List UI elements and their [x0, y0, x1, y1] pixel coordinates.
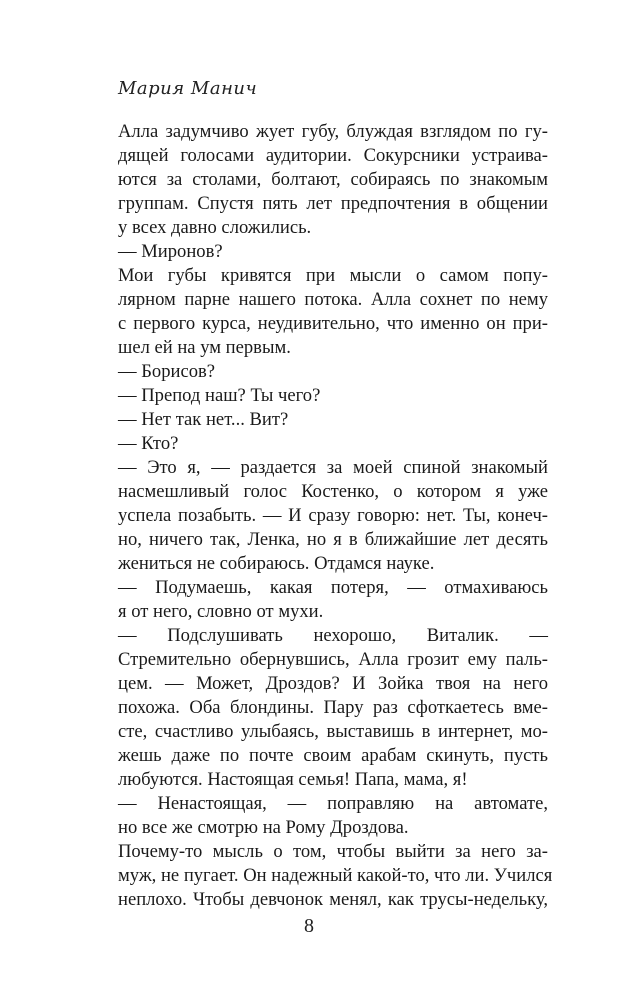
- text-line: — Препод наш? Ты чего?: [118, 385, 321, 406]
- text-line: у всех давно сложились.: [118, 217, 312, 238]
- text-line: шел ей на ум первым.: [118, 337, 291, 358]
- text-line: — Подумаешь, какая потеря, — отмахиваюсь: [118, 577, 548, 598]
- text-line: цем. — Может, Дроздов? И Зойка твоя на него: [118, 673, 548, 694]
- text-line: — Борисов?: [118, 361, 216, 382]
- text-line: сте, счастливо улыбаясь, выставишь в интернет, мо-: [118, 721, 548, 742]
- page-number: 8: [304, 915, 314, 937]
- text-line: насмешливый голос Костенко, о котором я уже: [118, 481, 548, 502]
- text-line: жешь даже по почте своим арабам скинуть, пусть: [118, 745, 548, 766]
- text-line: — Нет так нет... Вит?: [118, 409, 289, 430]
- text-line: любуются. Настоящая семья! Папа, мама, я!: [118, 769, 468, 790]
- text-line: — Это я, — раздается за моей спиной знакомый: [118, 457, 548, 478]
- text-line: — Подслушивать нехорошо, Виталик. —: [118, 625, 548, 646]
- text-line: Почему-то мысль о том, чтобы выйти за него за-: [118, 841, 548, 862]
- text-line: дящей голосами аудитории. Сокурсники устраива-: [118, 145, 548, 166]
- text-line: ются за столами, болтают, собираясь по знакомым: [118, 169, 548, 190]
- text-line: но все же смотрю на Рому Дроздова.: [118, 817, 409, 838]
- text-line: но, ничего так, Ленка, но я в ближайшие лет десять: [118, 529, 548, 550]
- text-line: неплохо. Чтобы девчонок менял, как трусы-недельку,: [118, 889, 548, 910]
- text-line: с первого курса, неудивительно, что именно он при-: [118, 313, 548, 334]
- text-line: группам. Спустя пять лет предпочтения в общении: [118, 193, 548, 214]
- text-line: лярном парне нашего потока. Алла сохнет по нему: [118, 289, 548, 310]
- text-line: муж, не пугает. Он надежный какой-то, что ли. Учился: [118, 865, 553, 886]
- running-head-author: Мария Манич: [118, 78, 258, 99]
- text-line: — Кто?: [118, 433, 179, 454]
- text-line: Алла задумчиво жует губу, блуждая взглядом по гу-: [118, 121, 548, 142]
- text-line: жениться не собираюсь. Отдамся науке.: [118, 553, 435, 574]
- text-line: похожа. Оба блондины. Пару раз сфоткаетесь вме-: [118, 697, 548, 718]
- text-line: Стремительно обернувшись, Алла грозит ему паль-: [118, 649, 548, 670]
- text-line: успела позабыть. — И сразу говорю: нет. Ты, конеч-: [118, 505, 548, 526]
- text-line: — Ненастоящая, — поправляю на автомате,: [118, 793, 548, 814]
- text-line: — Миронов?: [118, 241, 223, 262]
- text-line: Мои губы кривятся при мысли о самом попу-: [118, 265, 548, 286]
- text-line: я от него, словно от мухи.: [118, 601, 324, 622]
- body-text: [118, 120, 553, 912]
